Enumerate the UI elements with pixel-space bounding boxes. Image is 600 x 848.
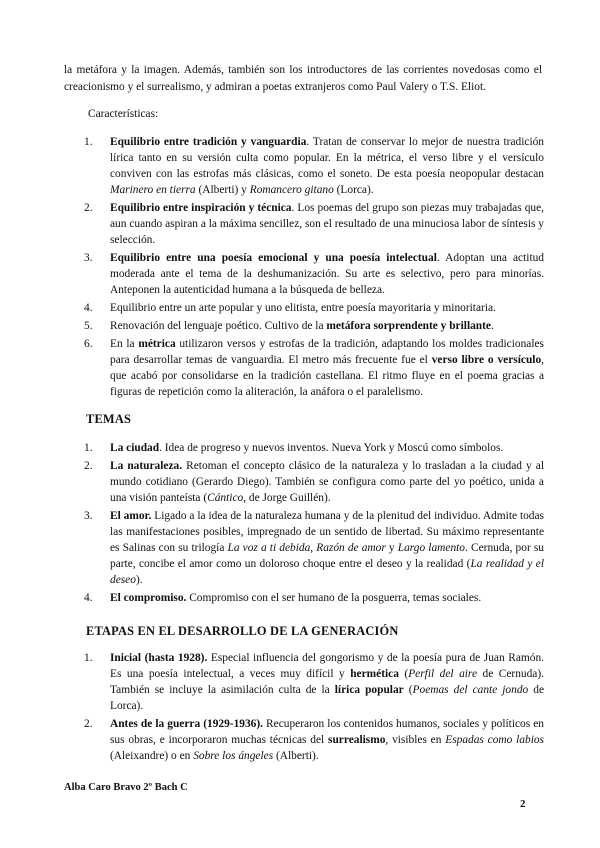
page-number: 2 [520, 798, 526, 810]
list-item-text: (Alberti). [273, 750, 319, 762]
list-item-text: Espadas como labios [445, 734, 544, 746]
intro-paragraph: la metáfora y la imagen. Además, también son los introductores de las corrientes novedosas como el creacionismo y el surrealismo, y admiran a poetas extranjeros como Paul Valery o T.S. Eliot. [64, 64, 542, 93]
list-item-number: 2. [84, 718, 93, 730]
temas-list [84, 440, 544, 608]
caracteristicas-label: Características: [88, 108, 159, 120]
list-item-text: surrealismo [328, 734, 386, 746]
list-item-text: Equilibrio entre inspiración y técnica [110, 202, 292, 214]
list-item-text: ( [403, 684, 413, 696]
list-item-text: (Alberti) y [195, 184, 250, 196]
list-item-number: 4. [84, 592, 93, 604]
list-item-text: Sobre los ángeles [193, 750, 274, 762]
list-item-text: . Adoptan una actitud moderada ante el tema de la deshumanización. Su arte es selectivo, pero para minorías. Anteponen la autenticidad humana a la búsqueda de belleza. [110, 252, 544, 296]
list-item-text: metáfora sorprendente y brillante [326, 320, 491, 332]
list-item-text: lírica popular [334, 684, 404, 696]
list-item [84, 458, 544, 506]
list-item-text: El amor. [110, 510, 152, 522]
list-item-text: Poemas del cante jondo [412, 684, 529, 696]
list-item [84, 590, 544, 606]
list-item [84, 134, 544, 198]
list-item-text: La realidad y el deseo [110, 558, 544, 586]
list-item-text: Perfil del aire [408, 668, 477, 680]
list-item-text: (Lorca). [333, 184, 374, 196]
list-item-number: 5. [84, 320, 93, 332]
list-item-text: verso libre o versículo [431, 354, 542, 366]
list-item-text: hermética [350, 668, 399, 680]
list-item-text: . Idea de progreso y nuevos inventos. Nueva York y Moscú como símbolos. [159, 442, 504, 454]
list-item-text: , visibles en [385, 734, 446, 746]
list-item [84, 336, 544, 400]
list-item-text: Marinero en tierra [110, 184, 196, 196]
list-item-number: 2. [84, 202, 93, 214]
etapas-list [84, 650, 544, 766]
list-item-text: métrica [138, 338, 176, 350]
list-item-number: 2. [84, 460, 93, 472]
list-item-text: utilizaron versos y estrofas de la tradición, adaptando los moldes tradicionales para desarrollar temas de vanguardia. El metro más frecuente fue el [110, 338, 544, 366]
list-item [84, 650, 544, 714]
list-item-text: Largo lamento [397, 542, 466, 554]
list-item-text: (Aleixandre) o en [110, 750, 194, 762]
list-item-text: Equilibrio entre tradición y vanguardia [110, 136, 307, 148]
list-item-text: ( [398, 668, 409, 680]
list-item-text: de Cernuda). También se incluye la asimilación culta de la [110, 668, 544, 696]
list-item-text: Antes de la guerra (1929-1936). [110, 718, 263, 730]
list-item-text: Recuperaron los contenidos humanos, sociales y políticos en sus obras, e incorporaron muchas técnicas del [110, 718, 544, 746]
list-item-text: Romancero gitano [249, 184, 334, 196]
list-item [84, 318, 544, 334]
list-item-number: 3. [84, 510, 93, 522]
list-item-text: Inicial (hasta 1928). [110, 652, 208, 664]
list-item-text: y [385, 542, 398, 554]
list-item-text: Especial influencia del gongorismo y de la poesía pura de Juan Ramón. Es una poesía intelectual, a veces muy difícil y [110, 652, 545, 680]
temas-heading: TEMAS [86, 412, 132, 426]
list-item-text: Ligado a la idea de la naturaleza humana y de la plenitud del individuo. Admite todas las manifestaciones posibles, impregnado de un sentido de libertad. Su máximo representante es Salinas con su trilogía [110, 510, 544, 554]
caracteristicas-list [84, 134, 544, 402]
list-item-text: , de Jorge Guillén). [243, 492, 331, 504]
list-item-text: Renovación del lenguaje poético. Cultivo de la [110, 320, 327, 332]
list-item-number: 1. [84, 442, 93, 454]
list-item-text: , que acabó por consolidarse en la tradición castellana. El ritmo fluye en el poema gracias a figuras de repetición como la aliteración, la anáfora o el paralelismo. [110, 354, 544, 398]
list-item [84, 250, 544, 298]
list-item [84, 440, 544, 456]
list-item-text: El compromiso. [110, 592, 187, 604]
list-item-text: ). [135, 574, 143, 586]
list-item-number: 1. [84, 652, 93, 664]
list-item [84, 300, 544, 316]
footer-author: Alba Caro Bravo 2º Bach C [64, 782, 188, 793]
list-item-number: 6. [84, 338, 93, 350]
list-item [84, 716, 544, 764]
list-item-text: Equilibrio entre una poesía emocional y una poesía intelectual [110, 252, 437, 264]
list-item-text: . [490, 320, 494, 332]
list-item-text: Equilibrio entre un arte popular y uno elitista, entre poesía mayoritaria y minoritaria. [110, 302, 496, 314]
list-item [84, 508, 544, 588]
list-item-text: Cántico [207, 492, 244, 504]
list-item-text: En la [110, 338, 139, 350]
list-item-text: . Los poemas del grupo son piezas muy trabajadas que, aun cuando aspiran a la máxima sencillez, son el resultado de una minuciosa labor de síntesis y selección. [110, 202, 544, 246]
list-item-number: 3. [84, 252, 93, 264]
list-item-text: La naturaleza. [110, 460, 183, 472]
list-item-text: Compromiso con el ser humano de la posguerra, temas sociales. [186, 592, 482, 604]
list-item-text: . Cernuda, por su parte, concibe el amor como un doloroso choque entre el deseo y la realidad ( [110, 542, 544, 570]
list-item-text: Retoman el concepto clásico de la naturaleza y lo trasladan a la ciudad y al mundo cotidiano (Gerardo Diego). También se configura como parte del yo poético, unida a una visión panteísta ( [110, 460, 544, 504]
list-item-text: de Lorca). [110, 684, 544, 712]
list-item-text: La ciudad [110, 442, 160, 454]
etapas-heading: ETAPAS EN EL DESARROLLO DE LA GENERACIÓN [86, 624, 399, 638]
list-item-number: 1. [84, 136, 93, 148]
list-item-text: La voz a ti debida, Razón de amor [227, 542, 386, 554]
list-item-number: 4. [84, 302, 93, 314]
list-item [84, 200, 544, 248]
list-item-text: . Tratan de conservar lo mejor de nuestra tradición lírica tanto en su versión culta como popular. En la métrica, el verso libre y el versículo conviven con las estrofas más clásicas, como el soneto. De esta poesía neopopular destacan [110, 136, 545, 180]
